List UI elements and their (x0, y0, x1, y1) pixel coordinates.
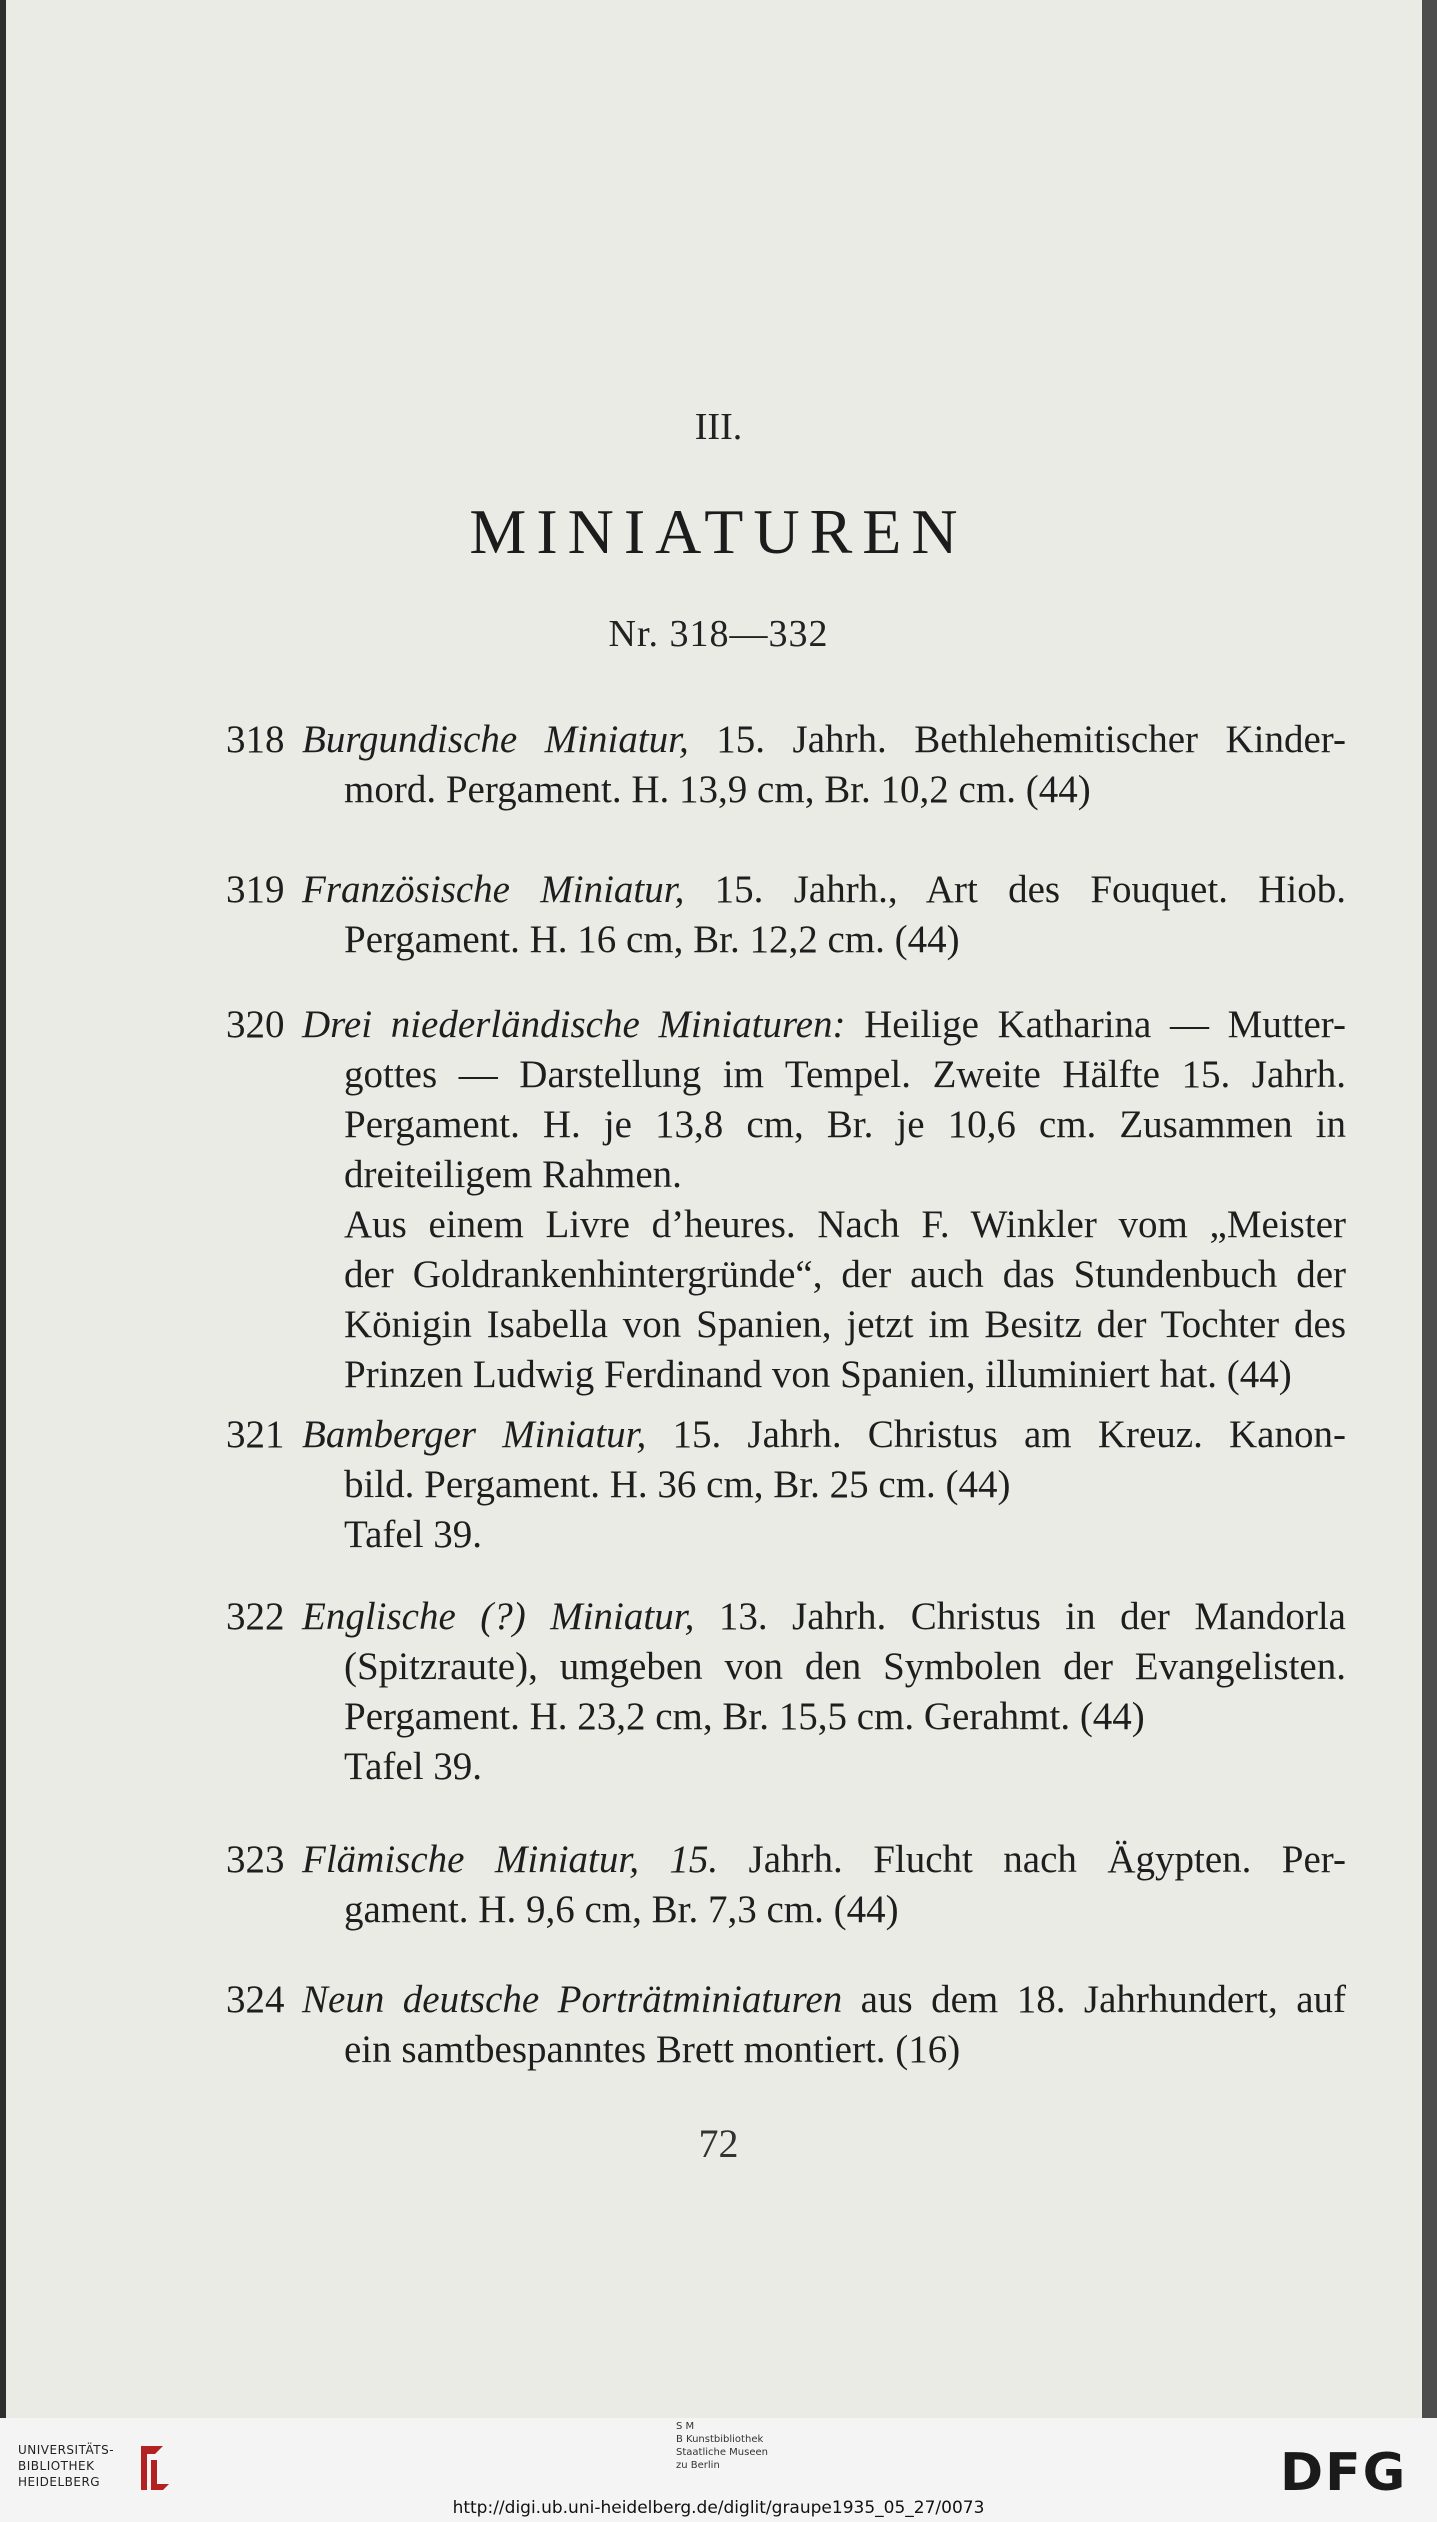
entry-text: 13. Jahrh. Christus in der Mandorla (694, 1595, 1346, 1638)
entry-title: Burgundische Miniatur, (302, 718, 689, 761)
entry-title: Englische (?) Miniatur, (302, 1595, 695, 1638)
university-mark-icon (133, 2440, 175, 2496)
catalog-entry (226, 715, 1346, 815)
entry-line (226, 1200, 1346, 1250)
entry-number: 319 (226, 868, 285, 911)
entry-line (226, 715, 1346, 765)
entry-line (226, 1692, 1346, 1742)
source-url[interactable]: http://digi.ub.uni-heidelberg.de/diglit/graupe1935_05_27/0073 (452, 2498, 985, 2518)
section-title: MINIATUREN (469, 496, 968, 567)
museum-line-2: B Kunstbibliothek (676, 2434, 764, 2445)
entry-line (226, 1050, 1346, 1100)
entry-text: gament. H. 9,6 cm, Br. 7,3 cm. (44) (344, 1888, 899, 1931)
entry-text: aus dem 18. Jahrhundert, auf (842, 1978, 1346, 2021)
page-right-edge (1422, 0, 1437, 2418)
entry-title: Drei niederländische Miniaturen: (302, 1003, 846, 1046)
university-line-1: UNIVERSITÄTS- (18, 2443, 115, 2457)
museum-line-4: zu Berlin (676, 2460, 720, 2471)
page-number: 72 (698, 2121, 739, 2166)
entry-line (226, 1835, 1346, 1885)
entry-number: 320 (226, 1003, 285, 1046)
university-line-2: BIBLIOTHEK (18, 2459, 95, 2473)
entry-text: Aus einem Livre d’heures. Nach F. Winkler vom „Meister (344, 1203, 1346, 1246)
entry-text: mord. Pergament. H. 13,9 cm, Br. 10,2 cm. (44) (344, 768, 1091, 811)
entry-number: 321 (226, 1413, 285, 1456)
entry-line (226, 1150, 1346, 1200)
entry-line (226, 1975, 1346, 2025)
entry-text: Tafel 39. (344, 1513, 483, 1556)
entry-title: Neun deutsche Porträtminiaturen (302, 1978, 843, 2021)
entry-line (226, 1300, 1346, 1350)
entry-line (226, 1742, 1346, 1792)
entry-text: 15. Jahrh. Bethlehemitischer Kinder- (688, 718, 1346, 761)
catalog-entry (226, 865, 1346, 965)
entry-number: 324 (226, 1978, 285, 2021)
entry-text: gottes — Darstellung im Tempel. Zweite Hälfte 15. Jahrh. (344, 1053, 1346, 1096)
entry-title: Flämische Miniatur, 15. (302, 1838, 719, 1881)
entry-text: 15. Jahrh. Christus am Kreuz. Kanon- (646, 1413, 1346, 1456)
entry-line (226, 1000, 1346, 1050)
catalog-entry (226, 1835, 1346, 1935)
entry-text: Pergament. H. 16 cm, Br. 12,2 cm. (44) (344, 918, 960, 961)
entry-line (226, 1510, 1346, 1560)
entry-text: bild. Pergament. H. 36 cm, Br. 25 cm. (44) (344, 1463, 1011, 1506)
section-number: III. (694, 406, 743, 448)
entry-text: Pergament. H. 23,2 cm, Br. 15,5 cm. Gerahmt. (44) (344, 1695, 1145, 1738)
entry-text: dreiteiligem Rahmen. (344, 1153, 682, 1196)
entry-text: Jahrh. Flucht nach Ägypten. Per- (718, 1838, 1346, 1881)
section-range: Nr. 318—332 (608, 613, 829, 655)
entry-line (226, 765, 1346, 815)
entry-line (226, 1410, 1346, 1460)
entry-line (226, 1885, 1346, 1935)
entry-title: Französische Miniatur, (302, 868, 685, 911)
entry-text: ein samtbespanntes Brett montiert. (16) (344, 2028, 961, 2071)
catalog-entry (226, 1000, 1346, 1400)
entry-line (226, 2025, 1346, 2075)
entry-line (226, 1100, 1346, 1150)
university-line-3: HEIDELBERG (18, 2475, 101, 2489)
entry-text: Königin Isabella von Spanien, jetzt im Besitz der Tochter des (344, 1303, 1346, 1346)
catalog-entry (226, 1410, 1346, 1560)
entry-number: 323 (226, 1838, 285, 1881)
dfg-logo[interactable]: DFG (1280, 2443, 1408, 2503)
entry-number: 322 (226, 1595, 285, 1638)
catalog-entry (226, 1592, 1346, 1792)
entry-line (226, 1250, 1346, 1300)
entry-text: Pergament. H. je 13,8 cm, Br. je 10,6 cm. Zusammen in (344, 1103, 1346, 1146)
entry-line (226, 1350, 1346, 1400)
entry-line (226, 1460, 1346, 1510)
entry-text: 15. Jahrh., Art des Fouquet. Hiob. (684, 868, 1346, 911)
entry-text: (Spitzraute), umgeben von den Symbolen der Evangelisten. (344, 1645, 1346, 1688)
museum-line-3: Staatliche Museen (676, 2447, 768, 2458)
entry-title: Bamberger Miniatur, (302, 1413, 647, 1456)
entry-line (226, 1642, 1346, 1692)
university-library-logo[interactable] (18, 2442, 114, 2490)
entry-text: Tafel 39. (344, 1745, 483, 1788)
catalog-entry (226, 1975, 1346, 2075)
entry-text: Heilige Katharina — Mutter- (845, 1003, 1346, 1046)
entry-number: 318 (226, 718, 285, 761)
entry-text: Prinzen Ludwig Ferdinand von Spanien, illuminiert hat. (44) (344, 1353, 1292, 1396)
museum-logo[interactable] (676, 2420, 768, 2472)
museum-line-1: S M (676, 2421, 695, 2432)
entry-line (226, 915, 1346, 965)
entry-line (226, 1592, 1346, 1642)
entry-line (226, 865, 1346, 915)
entry-text: der Goldrankenhintergründe“, der auch das Stundenbuch der (344, 1253, 1346, 1296)
